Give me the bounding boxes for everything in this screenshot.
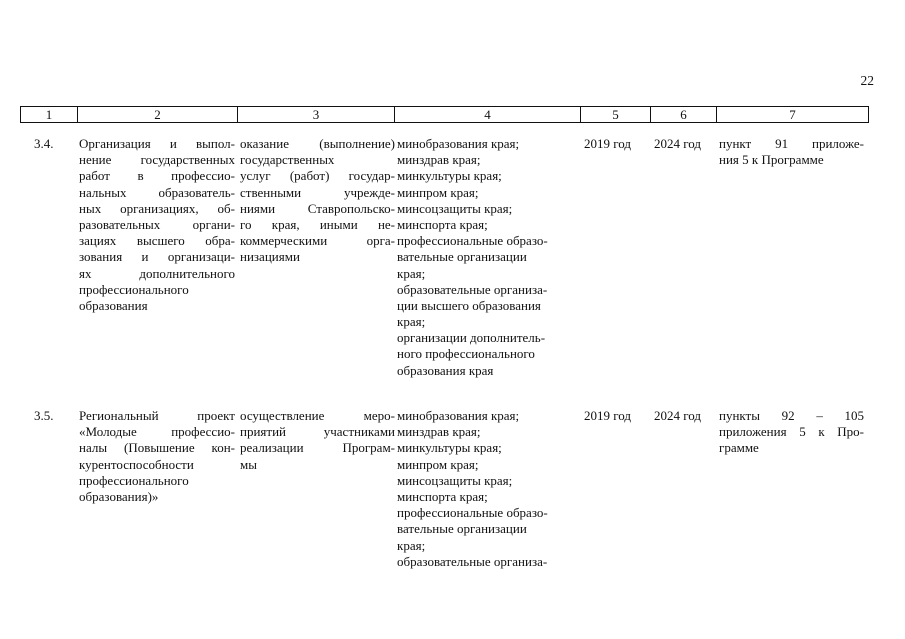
- reference-line-word: 105: [844, 408, 864, 423]
- activity-description-line-word: иными: [319, 216, 358, 232]
- header-cell-6: 6: [651, 107, 717, 123]
- executor-line: края;: [397, 537, 426, 553]
- activity-name-line-word: и: [169, 136, 177, 151]
- activity-name-line-word: организаци-: [167, 249, 235, 265]
- executor-line: края;: [397, 265, 426, 281]
- reference-cell: [719, 408, 864, 457]
- reference-line: [719, 424, 864, 440]
- executor-line: минспорта края;: [397, 216, 488, 232]
- executor-line: минздрав края;: [397, 424, 481, 440]
- activity-description-line-word: меро-: [363, 408, 395, 423]
- activity-name-line-word: (Повышение: [124, 440, 195, 456]
- activity-description-line-word: осуществление: [240, 408, 325, 423]
- activity-description-line-word: коммерческими: [240, 233, 328, 249]
- activity-description-line: [240, 217, 395, 233]
- activity-description-line: [240, 201, 395, 217]
- table-body: [20, 136, 868, 608]
- header-row: [21, 107, 869, 123]
- reference-line-word: приложения: [719, 424, 787, 440]
- activity-description-line: мы: [240, 456, 257, 472]
- activity-description-line-word: услуг: [240, 168, 271, 184]
- activity-name-line-word: государственных: [140, 152, 235, 168]
- reference-line-word: 91: [775, 136, 789, 151]
- executor-line: минкультуры края;: [397, 440, 502, 456]
- activity-name-line: [79, 136, 235, 152]
- activity-name-line-word: зования: [79, 249, 123, 265]
- executor-line: образовательные организа-: [397, 553, 548, 569]
- activity-description-line-word: участниками: [323, 424, 395, 440]
- activity-name-line-word: Региональный: [79, 408, 159, 423]
- reference-line-word: Про-: [837, 424, 864, 440]
- executor-line: минспорта края;: [397, 488, 488, 504]
- activity-name-cell: [79, 408, 235, 505]
- activity-description-line: [240, 168, 395, 184]
- activity-name-line-word: обра-: [205, 233, 235, 249]
- activity-name-line: [79, 408, 235, 424]
- header-cell-4: 4: [395, 107, 581, 123]
- executor-line: минпром края;: [397, 456, 479, 472]
- activity-name-line-word: профессио-: [171, 424, 235, 440]
- executor-line: вательные организации: [397, 249, 527, 265]
- end-year-cell: 2024 год: [654, 136, 701, 151]
- activity-name-line: курентоспособности: [79, 456, 194, 472]
- reference-line-word: к: [818, 424, 825, 440]
- activity-description-line: [240, 136, 395, 152]
- activity-description-line-word: орга-: [366, 233, 395, 249]
- activity-name-line-word: зациях: [79, 233, 117, 249]
- activity-description-line-word: Ставропольско-: [307, 200, 395, 216]
- activity-name-line: [79, 249, 235, 265]
- executor-line: минобразования края;: [397, 136, 520, 151]
- activity-name-line: [79, 168, 235, 184]
- activity-name-cell: [79, 136, 235, 314]
- executor-line: профессиональные образо-: [397, 505, 548, 521]
- executor-line: образовательные организа-: [397, 281, 548, 297]
- activity-name-line: образования: [79, 297, 148, 313]
- executor-line: минсоцзащиты края;: [397, 200, 513, 216]
- activity-name-line: [79, 152, 235, 168]
- activity-name-line-word: в: [137, 168, 144, 184]
- activity-description-cell: [240, 408, 395, 473]
- activity-description-line: [240, 185, 395, 201]
- activity-name-line: [79, 185, 235, 201]
- activity-description-line-word: ниями: [240, 200, 276, 216]
- executor-line: минсоцзащиты края;: [397, 472, 513, 488]
- header-cell-2: 2: [78, 107, 238, 123]
- activity-description-line-word: учрежде-: [343, 184, 395, 200]
- activity-description-line: [240, 408, 395, 424]
- executor-line: минкультуры края;: [397, 168, 502, 184]
- activity-name-line-word: кон-: [211, 440, 235, 456]
- activity-description-cell: [240, 136, 395, 266]
- activity-name-line: профессионального: [79, 472, 189, 488]
- activity-description-line-word: приятий: [240, 424, 286, 440]
- reference-line: ния 5 к Программе: [719, 152, 824, 168]
- executor-line: образования края: [397, 362, 494, 378]
- activity-name-line-word: ных: [79, 200, 102, 216]
- activity-description-line-word: не-: [377, 216, 395, 232]
- activity-description-line-word: реализации: [240, 440, 304, 456]
- executors-cell: [397, 408, 575, 570]
- activity-name-line: [79, 424, 235, 440]
- reference-line-word: пункт: [719, 136, 752, 151]
- activity-name-line: [79, 217, 235, 233]
- activity-name-line: [79, 440, 235, 456]
- activity-name-line-word: нальных: [79, 184, 127, 200]
- activity-name-line-word: органи-: [192, 216, 235, 232]
- reference-line: [719, 136, 864, 152]
- executor-line: минздрав края;: [397, 152, 481, 168]
- table-row: [20, 408, 868, 608]
- header-cell-7: 7: [717, 107, 869, 123]
- activity-name-line: профессионального: [79, 281, 189, 297]
- activity-name-line-word: организациях,: [120, 200, 199, 216]
- executor-line: профессиональные образо-: [397, 233, 548, 249]
- activity-description-line: низациями: [240, 249, 300, 265]
- reference-line-word: 5: [799, 424, 806, 440]
- table-row: [20, 136, 868, 408]
- activity-name-line-word: выпол-: [196, 136, 235, 151]
- page-number: 22: [860, 73, 874, 88]
- header-cell-1: 1: [21, 107, 78, 123]
- activity-name-line: [79, 233, 235, 249]
- reference-line: [719, 408, 864, 424]
- column-number-header: [20, 106, 869, 123]
- executor-line: минобразования края;: [397, 408, 520, 423]
- reference-line-word: –: [816, 408, 823, 423]
- row-number: 3.4.: [34, 136, 54, 151]
- activity-description-line: [240, 233, 395, 249]
- executor-line: организации дополнитель-: [397, 330, 546, 346]
- activity-name-line: [79, 266, 235, 282]
- reference-line-word: пункты: [719, 408, 760, 423]
- executor-line: минпром края;: [397, 184, 479, 200]
- activity-name-line: образования)»: [79, 488, 159, 504]
- executor-line: вательные организации: [397, 521, 527, 537]
- start-year-cell: 2019 год: [584, 408, 631, 423]
- activity-description-line-word: края,: [271, 216, 300, 232]
- executor-line: края;: [397, 314, 426, 330]
- activity-description-line-word: ственными: [240, 184, 302, 200]
- activity-name-line-word: нение: [79, 152, 112, 168]
- activity-name-line: [79, 201, 235, 217]
- activity-name-line-word: «Молодые: [79, 424, 137, 440]
- executors-cell: [397, 136, 575, 379]
- reference-line-word: 92: [781, 408, 795, 423]
- activity-description-line-word: государ-: [348, 168, 395, 184]
- activity-name-line-word: разовательных: [79, 216, 161, 232]
- activity-description-line-word: Програм-: [342, 440, 395, 456]
- activity-name-line-word: ях: [79, 265, 92, 281]
- executor-line: ного профессионального: [397, 346, 535, 362]
- activity-name-line-word: высшего: [136, 233, 185, 249]
- reference-cell: [719, 136, 864, 168]
- activity-name-line-word: об-: [217, 200, 235, 216]
- activity-name-line-word: налы: [79, 440, 108, 456]
- activity-name-line-word: профессио-: [171, 168, 235, 184]
- activity-description-line: государственных: [240, 152, 335, 168]
- activity-description-line: [240, 440, 395, 456]
- activity-description-line-word: (работ): [289, 168, 330, 184]
- activity-description-line: [240, 424, 395, 440]
- row-number: 3.5.: [34, 408, 54, 423]
- end-year-cell: 2024 год: [654, 408, 701, 423]
- start-year-cell: 2019 год: [584, 136, 631, 151]
- activity-name-line-word: образователь-: [158, 184, 235, 200]
- header-cell-5: 5: [581, 107, 651, 123]
- activity-name-line-word: дополнительного: [139, 265, 235, 281]
- executor-line: ции высшего образования: [397, 297, 541, 313]
- activity-name-line-word: проект: [197, 408, 235, 423]
- activity-name-line-word: Организация: [79, 136, 151, 151]
- activity-description-line-word: оказание: [240, 136, 289, 151]
- reference-line-word: приложе-: [812, 136, 864, 151]
- activity-name-line-word: работ: [79, 168, 110, 184]
- activity-name-line-word: и: [141, 249, 149, 265]
- header-cell-3: 3: [238, 107, 395, 123]
- reference-line: грамме: [719, 440, 759, 456]
- activity-description-line-word: го: [240, 216, 252, 232]
- activity-description-line-word: (выполнение): [319, 136, 395, 151]
